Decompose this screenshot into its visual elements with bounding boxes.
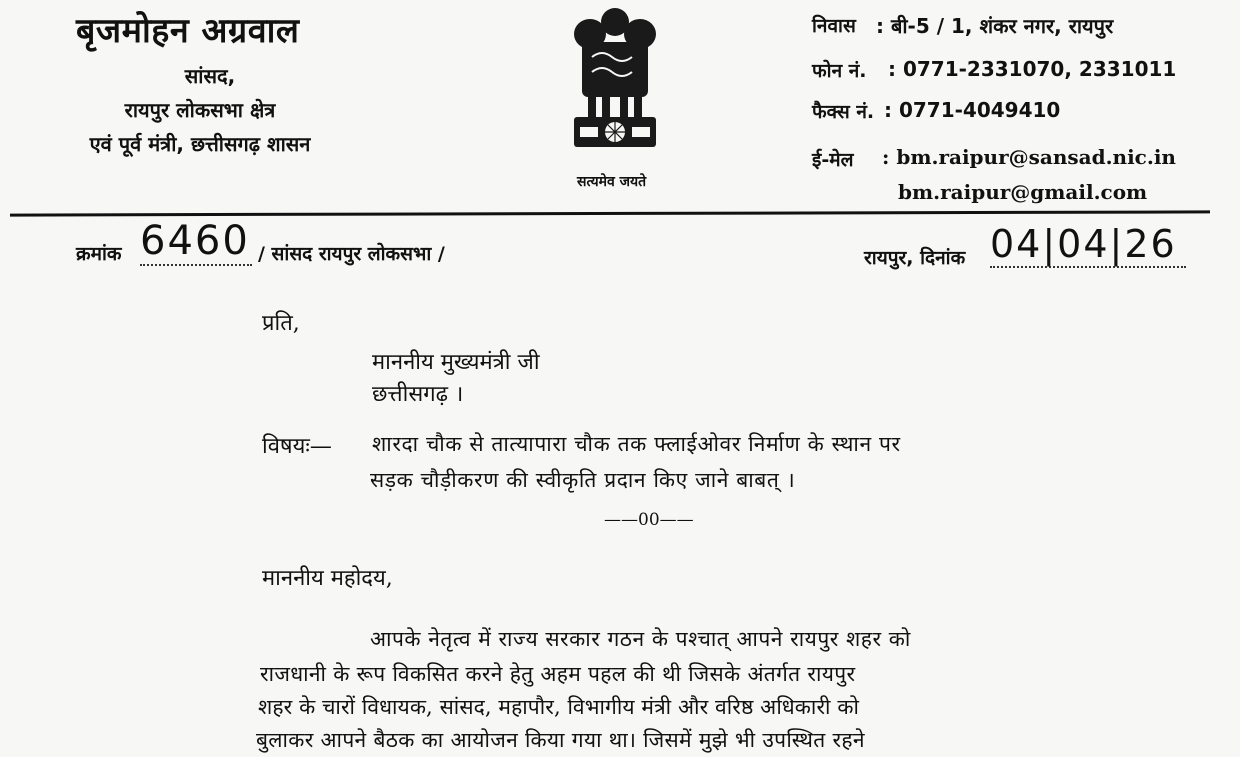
recipient-line-2: छत्तीसगढ़ । — [372, 382, 464, 407]
fax-label: फैक्स नं. — [812, 101, 875, 123]
reference-number: 6460 — [140, 218, 252, 266]
sender-constituency: रायपुर लोकसभा क्षेत्र — [124, 98, 276, 122]
fax-value: : 0771-4049410 — [884, 98, 1061, 122]
recipient-line-1: माननीय मुख्यमंत्री जी — [372, 350, 540, 375]
sender-former-post: एवं पूर्व मंत्री, छत्तीसगढ़ शासन — [89, 132, 311, 156]
place-date-label: रायपुर, दिनांक — [864, 247, 966, 269]
prati: प्रति, — [262, 311, 300, 336]
residence-label: निवास — [812, 15, 856, 37]
phone-value: : 0771-2331070, 2331011 — [888, 57, 1177, 81]
email-label: ई-मेल — [812, 149, 854, 171]
national-emblem-icon — [560, 2, 670, 172]
paragraph-line-2: राजधानी के रूप विकसित करने हेतु अहम पहल की थी जिसके अंतर्गत रायपुर — [260, 662, 856, 686]
paragraph-line-1: आपके नेतृत्व में राज्य सरकार गठन के पश्चात् आपने रायपुर शहर को — [370, 627, 911, 651]
sender-name: बृजमोहन अग्रवाल — [76, 11, 300, 51]
office-reference: / सांसद रायपुर लोकसभा / — [258, 243, 445, 265]
header-divider — [10, 210, 1210, 216]
email-value-1: : bm.raipur@sansad.nic.in — [882, 145, 1176, 169]
subject-line-1: शारदा चौक से तात्यापारा चौक तक फ्लाईओवर निर्माण के स्थान पर — [372, 432, 901, 456]
letter-date: 04|04|26 — [990, 222, 1186, 268]
subject-label: विषयः— — [262, 434, 332, 459]
phone-label: फोन नं. — [812, 60, 867, 82]
sender-designation: सांसद, — [184, 64, 236, 88]
salutation: माननीय महोदय, — [262, 566, 393, 591]
residence-value: : बी-5 / 1, शंकर नगर, रायपुर — [876, 14, 1114, 38]
email-value-2: bm.raipur@gmail.com — [898, 180, 1148, 204]
subject-separator: ——00—— — [604, 510, 694, 530]
emblem-motto: सत्यमेव जयते — [577, 174, 647, 190]
paragraph-line-3: शहर के चारों विधायक, सांसद, महापौर, विभागीय मंत्री और वरिष्ठ अधिकारी को — [258, 695, 860, 719]
subject-line-2: सड़क चौड़ीकरण की स्वीकृति प्रदान किए जाने बाबत् । — [370, 468, 796, 492]
paragraph-line-4: बुलाकर आपने बैठक का आयोजन किया गया था। जिसमें मुझे भी उपस्थित रहने — [256, 728, 865, 752]
krmank-label: क्रमांक — [76, 243, 122, 265]
